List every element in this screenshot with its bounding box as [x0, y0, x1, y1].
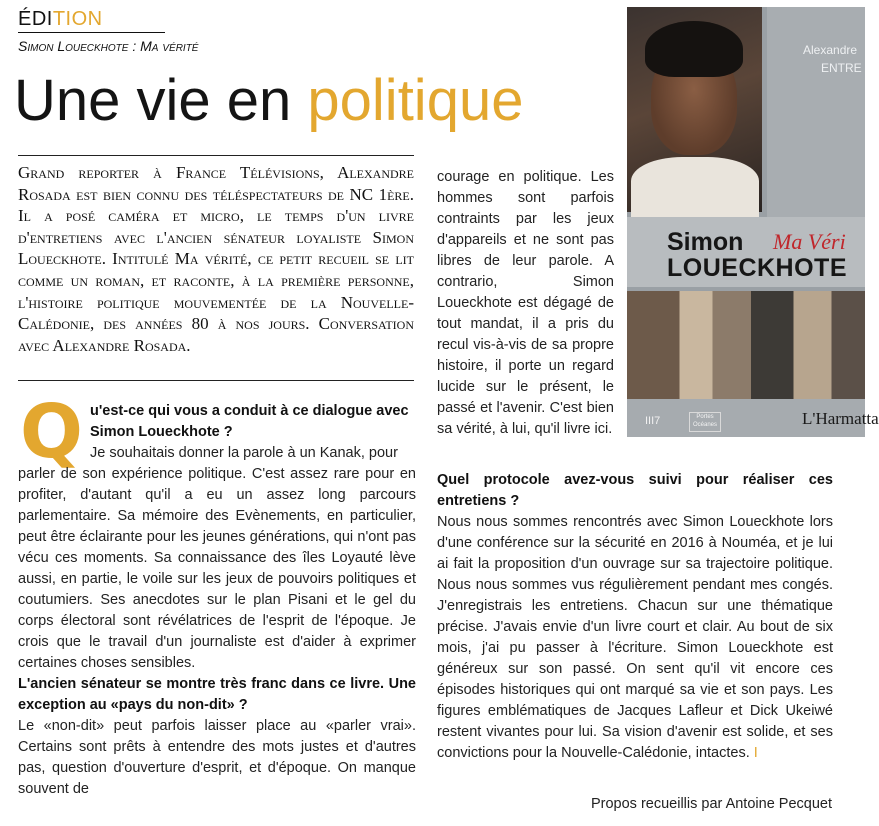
question-2: L'ancien sénateur se montre très franc dans ce livre. Une exception au «pays du non-dit» ? — [18, 676, 416, 713]
answer-2-part-1: Le «non-dit» peut parfois laisser place au «parler vrai». Certains sont prêts à entendre des mots justes et d'autres pas, question d'ouverture d'esprit, et d'époque. On manque souvent de — [18, 718, 416, 797]
book-cover — [627, 7, 879, 437]
end-mark: I — [753, 745, 758, 761]
intro-bottom-rule — [18, 380, 414, 381]
byline-credit: Propos recueillis par Antoine Pecquet — [590, 796, 832, 812]
answer-3-text: Nous nous sommes rencontrés avec Simon Loueckhote lors d'une conférence sur la sécurité en 2016 à Nouméa, et je lui ai fait la proposition d'un ouvrage sur sa trajectoire politique. Nous nous sommes vus régulièrement pendant mes congés. J'enregistrais les entretiens. Chacun sur une thématique précise. J'avais envie d'un livre court et clair. Au bout de six mois, j'ai pu passer à l'écriture. Simon Loueckhote est généreux sur son passé. On sent qu'il vit encore ces épisodes historiques qui ont marqué sa vie et son pays. Les figures emblématiques de Jacques Lafleur et Dick Ukeiwé restent vivantes pour lui. Sa vision d'avenir est solide, et ses convictions pour la Nouvelle-Calédonie, intactes. — [437, 514, 833, 761]
section-label-pre: ÉDI — [18, 8, 53, 30]
page-title — [14, 66, 523, 136]
author-portrait — [627, 7, 762, 212]
cover-title-line2: LOUECKHOTE — [667, 254, 847, 282]
portrait-hair — [645, 21, 743, 77]
cover-header-area — [767, 7, 865, 217]
cover-author: Alexandre — [803, 43, 858, 57]
answer-1: parler de son expérience politique. C'est assez rare pour en profiter, d'autant qu'il a eu un assez long parcours parlementaire. Sa mémoire des Evènements, en particulier, peut être éclairante pour les jeunes générations, qui n'ont pas vécu ces moments. Sa connaissance des îles Loyauté lève aussi, en partie, le voile sur les jeux de pouvoirs politiques et coutumiers. Ses anecdotes sur le plan Pisani et le gel du corps électoral sont révélatrices de l'esprit de l'époque. Je crois que le travail d'un journaliste est d'aider à exprimer certaines choses sensibles. — [18, 466, 416, 671]
portrait-shirt — [631, 157, 759, 217]
question-1: u'est-ce qui vous a conduit à ce dialogue avec Simon Loueckhote ? — [90, 403, 409, 440]
cover-title-line1: Simon — [667, 228, 744, 256]
kicker: Simon Loueckhote : Ma vérité — [18, 38, 199, 54]
column-2 — [437, 470, 833, 764]
column-2-top — [437, 167, 614, 440]
cover-subtitle: ENTRE — [821, 61, 862, 75]
cover-title-italic: Ma Véri — [773, 229, 846, 254]
title-main: Une vie en — [14, 68, 308, 133]
dropcap: Q — [20, 389, 83, 475]
question-3: Quel protocole avez-vous suivi pour réaliser ces entretiens ? — [437, 472, 833, 509]
section-rule — [18, 32, 165, 33]
answer-2-part-2: courage en politique. Les hommes sont parfois contraints par les jeux d'appareils et ne sont pas libres de leur parole. A contrario, Simon Loueckhote est dégagé de tout mandat, il a pris du recul vis-à-vis de sa propre histoire, il porte un regard lucide sur le présent, le passé et l'avenir. C'est bien sa vérité, à lui, qu'il livre ici. — [437, 169, 614, 437]
answer-1-first-line: Je souhaitais donner la parole à un Kanak, pour — [90, 445, 398, 461]
intro-top-rule — [18, 155, 414, 156]
answer-3 — [437, 512, 833, 764]
section-label-highlight: TION — [52, 8, 103, 30]
section-label — [18, 8, 103, 31]
column-1 — [18, 464, 416, 800]
cover-series-mark: III7 — [645, 415, 661, 427]
intro-paragraph: Grand reporter à France Télévisions, Alexandre Rosada est bien connu des téléspectateurs de NC 1ère. Il a posé caméra et micro, le temps d'un livre d'entretiens avec l'ancien sénateur loyaliste Simon Loueckhote. Intitulé Ma vérité, ce petit recueil se lit comme un roman, et raconte, à la première personne, l'histoire politique mouvementée de la Nouvelle-Calédonie, des années 80 à nos jours. Conversation avec Alexandre Rosada. — [18, 163, 414, 355]
cover-photo-strip — [627, 291, 865, 399]
cover-logo: Portes Océanes — [689, 412, 721, 432]
cover-publisher: L'Harmatta — [802, 409, 879, 428]
title-accent: politique — [307, 68, 524, 133]
